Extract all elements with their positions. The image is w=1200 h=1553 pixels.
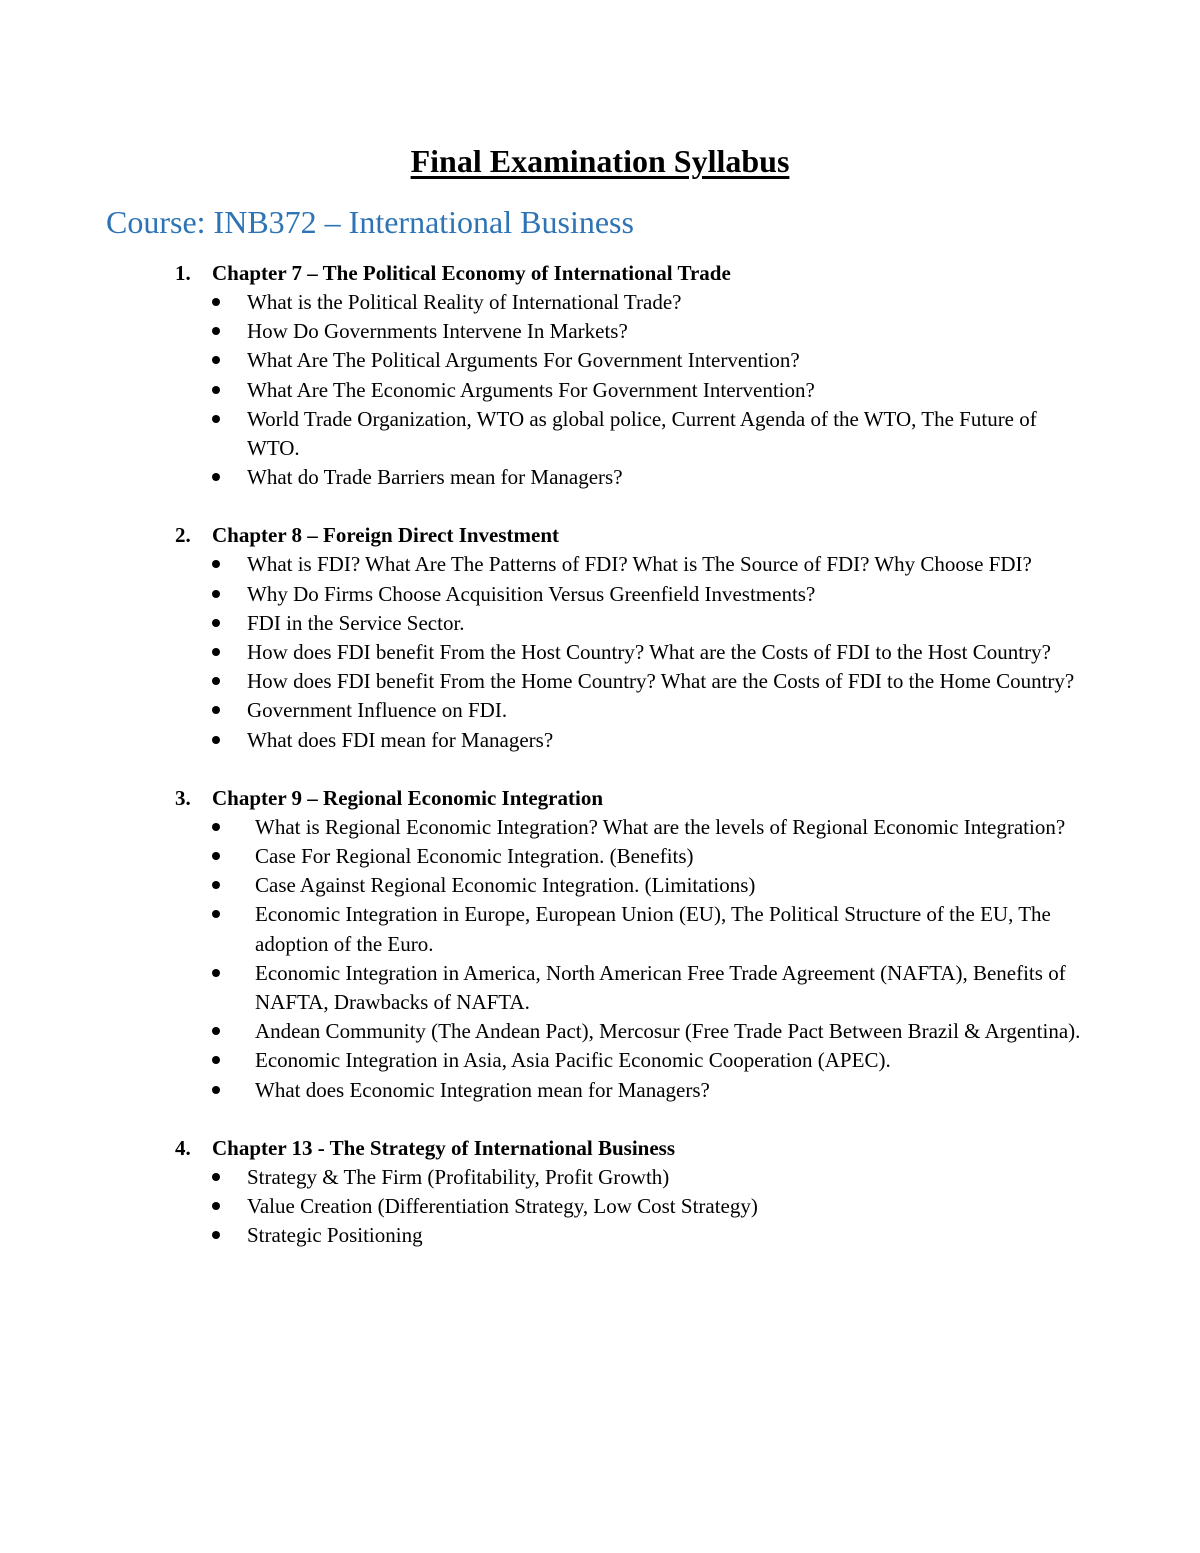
topic-item: [0, 346, 1200, 375]
topic-text: What is the Political Reality of International Trade?: [247, 290, 682, 314]
chapter-item: [0, 258, 1200, 492]
topic-text: What Are The Economic Arguments For Government Intervention?: [247, 377, 815, 402]
topic-item: [0, 842, 1200, 871]
chapter-item: [0, 520, 1200, 754]
bullet-icon: [212, 677, 220, 685]
chapter-item: [0, 783, 1200, 1105]
topic-text: What do Trade Barriers mean for Managers?: [247, 465, 623, 490]
topic-text: Value Creation (Differentiation Strategy, Low Cost Strategy): [247, 1194, 758, 1219]
topic-item: [0, 317, 1200, 346]
topic-item: [0, 900, 1200, 958]
bullet-icon: [212, 619, 220, 627]
topic-list: [0, 813, 1200, 1105]
chapter-heading: [0, 783, 1200, 813]
topic-text: Why Do Firms Choose Acquisition Versus Greenfield Investments?: [247, 581, 816, 606]
bullet-icon: [212, 590, 220, 598]
bullet-icon: [212, 648, 220, 656]
topic-text: How Do Governments Intervene In Markets?: [247, 319, 628, 344]
bullet-icon: [212, 356, 220, 364]
bullet-icon: [212, 386, 220, 394]
chapter-number: 1.: [175, 261, 191, 285]
bullet-icon: [212, 823, 220, 831]
chapter-number: 4.: [175, 1135, 191, 1160]
chapter-title: Chapter 13 - The Strategy of International Business: [212, 1135, 675, 1160]
topic-text: What is Regional Economic Integration? What are the levels of Regional Economic Integration?: [255, 814, 1066, 839]
topic-item: [0, 667, 1200, 696]
topic-item: [0, 580, 1200, 609]
bullet-icon: [212, 969, 220, 977]
topic-item: [0, 871, 1200, 900]
bullet-icon: [212, 1056, 220, 1064]
bullet-icon: [212, 1202, 220, 1210]
topic-text: World Trade Organization, WTO as global police, Current Agenda of the WTO, The Future of WTO.: [247, 406, 1037, 461]
topic-text: FDI in the Service Sector.: [247, 610, 465, 635]
topic-text: Economic Integration in Europe, European Union (EU), The Political Structure of the EU, The adoption of the Euro.: [255, 902, 1051, 956]
topic-text: Andean Community (The Andean Pact), Mercosur (Free Trade Pact Between Brazil & Argentina).: [255, 1019, 1081, 1044]
topic-text: How does FDI benefit From the Home Country? What are the Costs of FDI to the Home Country?: [247, 669, 1075, 694]
topic-item: [0, 376, 1200, 405]
bullet-icon: [212, 298, 220, 306]
topic-item: [0, 1076, 1200, 1105]
topic-item: [0, 1046, 1200, 1075]
chapter-heading: [0, 258, 1200, 288]
topic-text: What does Economic Integration mean for Managers?: [255, 1077, 710, 1102]
chapter-number: 3.: [175, 785, 191, 810]
bullet-icon: [212, 881, 220, 889]
topic-list: [0, 288, 1200, 492]
topic-item: [0, 288, 1200, 317]
topic-item: [0, 550, 1200, 579]
bullet-icon: [212, 852, 220, 860]
bullet-icon: [212, 1027, 220, 1035]
topic-text: Case Against Regional Economic Integration. (Limitations): [255, 873, 756, 898]
chapter-title: Chapter 7 – The Political Economy of International Trade: [212, 261, 731, 285]
topic-item: [0, 609, 1200, 638]
topic-item: [0, 405, 1200, 463]
chapter-title: Chapter 8 – Foreign Direct Investment: [212, 523, 560, 548]
topic-item: [0, 696, 1200, 725]
bullet-icon: [212, 706, 220, 714]
topic-item: [0, 463, 1200, 492]
topic-text: What Are The Political Arguments For Government Intervention?: [247, 348, 800, 373]
topic-item: [0, 1221, 1200, 1250]
topic-item: [0, 638, 1200, 667]
topic-item: [0, 959, 1200, 1017]
topic-list: [0, 550, 1200, 754]
chapter-title: Chapter 9 – Regional Economic Integration: [212, 785, 604, 810]
bullet-icon: [212, 736, 220, 744]
topic-text: What is FDI? What Are The Patterns of FDI? What is The Source of FDI? Why Choose FDI?: [247, 552, 1032, 577]
topic-item: [0, 1163, 1200, 1192]
page-title: Final Examination Syllabus: [410, 143, 790, 179]
topic-text: Strategy & The Firm (Profitability, Profit Growth): [247, 1164, 670, 1189]
topic-text: Case For Regional Economic Integration. (Benefits): [255, 844, 694, 869]
topic-item: [0, 726, 1200, 755]
course-heading: Course: INB372 – International Business: [106, 204, 634, 240]
topic-item: [0, 813, 1200, 842]
topic-item: [0, 1017, 1200, 1046]
topic-list: [0, 1163, 1200, 1251]
bullet-icon: [212, 415, 220, 423]
bullet-icon: [212, 473, 220, 481]
chapter-item: [0, 1133, 1200, 1251]
chapter-list: [0, 258, 1200, 1278]
bullet-icon: [212, 910, 220, 918]
topic-text: Strategic Positioning: [247, 1223, 423, 1248]
bullet-icon: [212, 1173, 220, 1181]
topic-text: Economic Integration in Asia, Asia Pacific Economic Cooperation (APEC).: [255, 1048, 891, 1073]
chapter-number: 2.: [175, 523, 191, 548]
topic-text: Economic Integration in America, North American Free Trade Agreement (NAFTA), Benefits of NAFTA, Drawbacks of NAFTA.: [255, 960, 1066, 1015]
topic-text: How does FDI benefit From the Host Country? What are the Costs of FDI to the Host Country?: [247, 640, 1051, 665]
bullet-icon: [212, 560, 220, 568]
bullet-icon: [212, 327, 220, 335]
topic-item: [0, 1192, 1200, 1221]
topic-text: Government Influence on FDI.: [247, 698, 508, 723]
topic-text: What does FDI mean for Managers?: [247, 727, 554, 752]
bullet-icon: [212, 1086, 220, 1094]
bullet-icon: [212, 1231, 220, 1239]
chapter-heading: [0, 520, 1200, 550]
chapter-heading: [0, 1133, 1200, 1163]
